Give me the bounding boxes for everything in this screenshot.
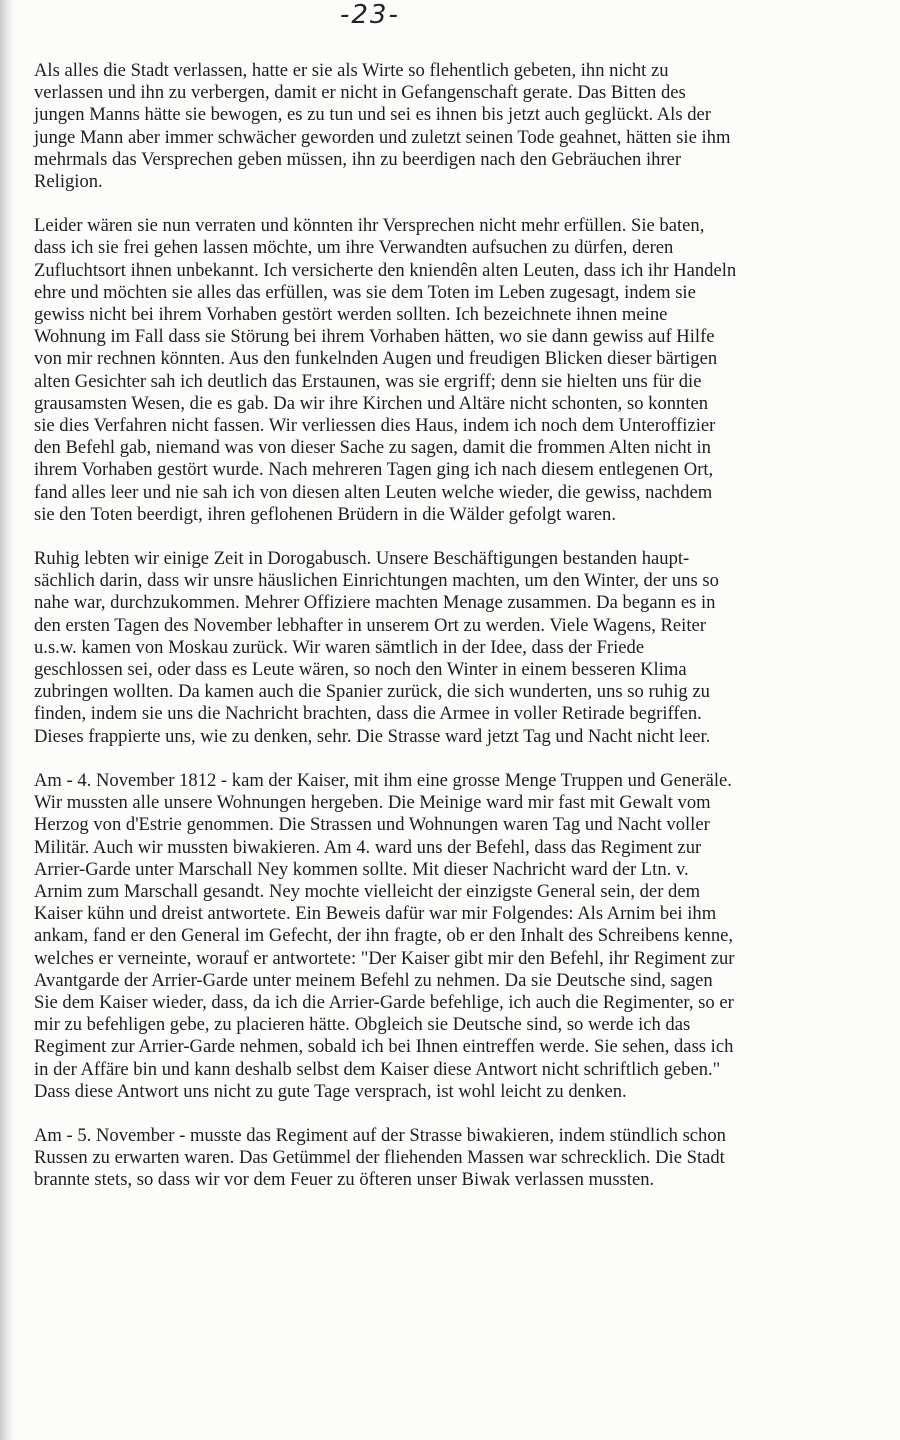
paragraph-2 xyxy=(34,215,870,526)
text-line: Arrier-Garde unter Marschall Ney kommen sollte. Mit dieser Nachricht ward der Ltn. v. xyxy=(34,858,689,880)
text-line: Zufluchtsort ihnen unbekannt. Ich versicherte den kniendên alten Leuten, dass ich ihr Handeln xyxy=(34,259,737,281)
text-line: mir zu befehligen gebe, zu placieren hätte. Obgleich sie Deutsche sind, so werde ich das xyxy=(34,1014,691,1036)
text-line: gewiss nicht bei ihrem Vorhaben gestört werden sollten. Ich bezeichnete ihnen meine xyxy=(34,304,668,326)
text-line: Herzog von d'Estrie genommen. Die Strassen und Wohnungen waren Tag und Nacht voller xyxy=(34,814,710,836)
paragraph-4 xyxy=(34,770,870,1103)
text-line: finden, indem sie uns die Nachricht brachten, dass die Armee in voller Retirade begriffen. xyxy=(34,703,702,725)
text-line: von mir rechnen könnten. Aus den funkelnden Augen und freudigen Blicken dieser bärtigen xyxy=(34,348,718,370)
paragraph-3 xyxy=(34,548,870,748)
text-line: fand alles leer und nie sah ich von diesen alten Leuten welche wieder, die gewiss, nachdem xyxy=(34,481,713,503)
text-line: Am - 5. November - musste das Regiment auf der Strasse biwakieren, indem stündlich schon xyxy=(34,1124,726,1146)
text-line: welches er verneinte, worauf er antwortete: "Der Kaiser gibt mir den Befehl, ihr Regiment zur xyxy=(34,947,735,969)
text-line: Arnim zum Marschall gesandt. Ney mochte vielleicht der einzigste General sein, der dem xyxy=(34,880,701,902)
text-line: Russen zu erwarten waren. Das Getümmel der fliehenden Massen war schrecklich. Die Stadt xyxy=(34,1147,725,1169)
text-line: Militär. Auch wir mussten biwakieren. Am 4. ward uns der Befehl, dass das Regiment zur xyxy=(34,836,702,858)
text-line: sie den Toten beerdigt, ihren geflohenen Brüdern in die Wälder gefolgt waren. xyxy=(34,503,616,525)
text-line: Avantgarde der Arrier-Garde unter meinem Befehl zu nehmen. Da sie Deutsche sind, sagen xyxy=(34,969,713,991)
text-line: ehre und möchten sie alles das erfüllen, was sie dem Toten im Leben zugesagt, indem sie xyxy=(34,281,696,303)
text-line: in der Affäre bin und kann deshalb selbst dem Kaiser diese Antwort nicht schriftlich geben." xyxy=(34,1058,721,1080)
text-line: Sie dem Kaiser wieder, dass, da ich die Arrier-Garde befehlige, ich auch die Regimenter, so er xyxy=(34,991,734,1013)
text-line: den ersten Tagen des November lebhafter in unserem Ort zu werden. Viele Wagens, Reiter xyxy=(34,614,706,636)
text-line: Als alles die Stadt verlassen, hatte er sie als Wirte so flehentlich gebeten, ihn nicht zu xyxy=(34,60,669,81)
text-line: mehrmals das Versprechen geben müssen, ihn zu beerdigen nach den Gebräuchen ihrer xyxy=(34,148,682,170)
body-text xyxy=(34,60,870,1192)
text-line: geschlossen sei, oder dass es Leute wären, so noch den Winter in einem besseren Klima xyxy=(34,659,687,681)
text-line: zubringen wollten. Da kamen auch die Spanier zurück, die sich wunderten, uns so ruhig zu xyxy=(34,681,710,703)
text-line: alten Gesichter sah ich deutlich das Erstaunen, was sie ergriff; denn sie hielten uns für die xyxy=(34,370,702,392)
text-line: Regiment zur Arrier-Garde nehmen, sobald ich bei Ihnen eintreffen werde. Sie sehen, dass ich xyxy=(34,1036,734,1058)
binding-shadow xyxy=(0,0,14,1440)
text-line: u.s.w. kamen von Moskau zurück. Wir waren sämtlich in der Idee, dass der Friede xyxy=(34,636,645,658)
page-number: -23- xyxy=(340,0,400,30)
text-line: sie dies Verfahren nicht fassen. Wir verliessen dies Haus, indem ich noch dem Unteroffizier xyxy=(34,415,716,437)
text-line: junge Mann aber immer schwächer geworden und zuletzt seinen Tode geahnet, hätten sie ihm xyxy=(34,126,731,148)
text-line: Ruhig lebten wir einige Zeit in Dorogabusch. Unsere Beschäftigungen bestanden haupt- xyxy=(34,548,690,570)
text-line: nahe war, durchzukommen. Mehrer Offiziere machten Menage zusammen. Da begann es in xyxy=(34,592,716,614)
text-line: Wohnung im Fall dass sie Störung bei ihrem Vorhaben hätten, wo sie dann gewiss auf Hilfe xyxy=(34,326,715,348)
text-line: jungen Manns hätte sie bewogen, es zu tun und sei es ihnen bis jetzt auch geglückt. Als der xyxy=(34,104,711,126)
text-line: ihrem Vorhaben gestört wurde. Nach mehreren Tagen ging ich nach diesem entlegenen Ort, xyxy=(34,459,714,481)
text-line: verlassen und ihn zu verbergen, damit er nicht in Gefangenschaft gerate. Das Bitten des xyxy=(34,82,686,104)
text-line: Religion. xyxy=(34,171,103,193)
paragraph-1 xyxy=(34,60,870,193)
text-line: ankam, fand er den General im Gefecht, der ihn fragte, ob er den Inhalt des Schreibens kenne, xyxy=(34,925,734,947)
text-line: Dass diese Antwort uns nicht zu gute Tage versprach, ist wohl leicht zu denken. xyxy=(34,1080,627,1102)
text-line: Dieses frappierte uns, wie zu denken, sehr. Die Strasse ward jetzt Tag und Nacht nicht leer. xyxy=(34,725,711,747)
text-line: Wir mussten alle unsere Wohnungen hergeben. Die Meinige ward mir fast mit Gewalt vom xyxy=(34,792,711,814)
text-line: den Befehl gab, niemand was von dieser Sache zu sagen, damit die frommen Alten nicht in xyxy=(34,437,711,459)
paragraph-5 xyxy=(34,1125,870,1192)
text-line: dass ich sie frei gehen lassen möchte, um ihre Verwandten aufsuchen zu dürfen, deren xyxy=(34,237,674,259)
text-line: Kaiser kühn und dreist antwortete. Ein Beweis dafür war mir Folgendes: Als Arnim bei ihm xyxy=(34,903,717,925)
text-line: grausamsten Wesen, die es gab. Da wir ihre Kirchen und Altäre nicht schonten, so konnten xyxy=(34,392,709,414)
text-line: Leider wären sie nun verraten und könnten ihr Versprechen nicht mehr erfüllen. Sie baten, xyxy=(34,215,705,237)
text-line: sächlich darin, dass wir unsre häuslichen Einrichtungen machten, um den Winter, der uns so xyxy=(34,570,719,592)
text-line: Am - 4. November 1812 - kam der Kaiser, mit ihm eine grosse Menge Truppen und Generäle. xyxy=(34,769,732,791)
text-line: brannte stets, so dass wir vor dem Feuer zu öfteren unser Biwak verlassen mussten. xyxy=(34,1169,655,1191)
